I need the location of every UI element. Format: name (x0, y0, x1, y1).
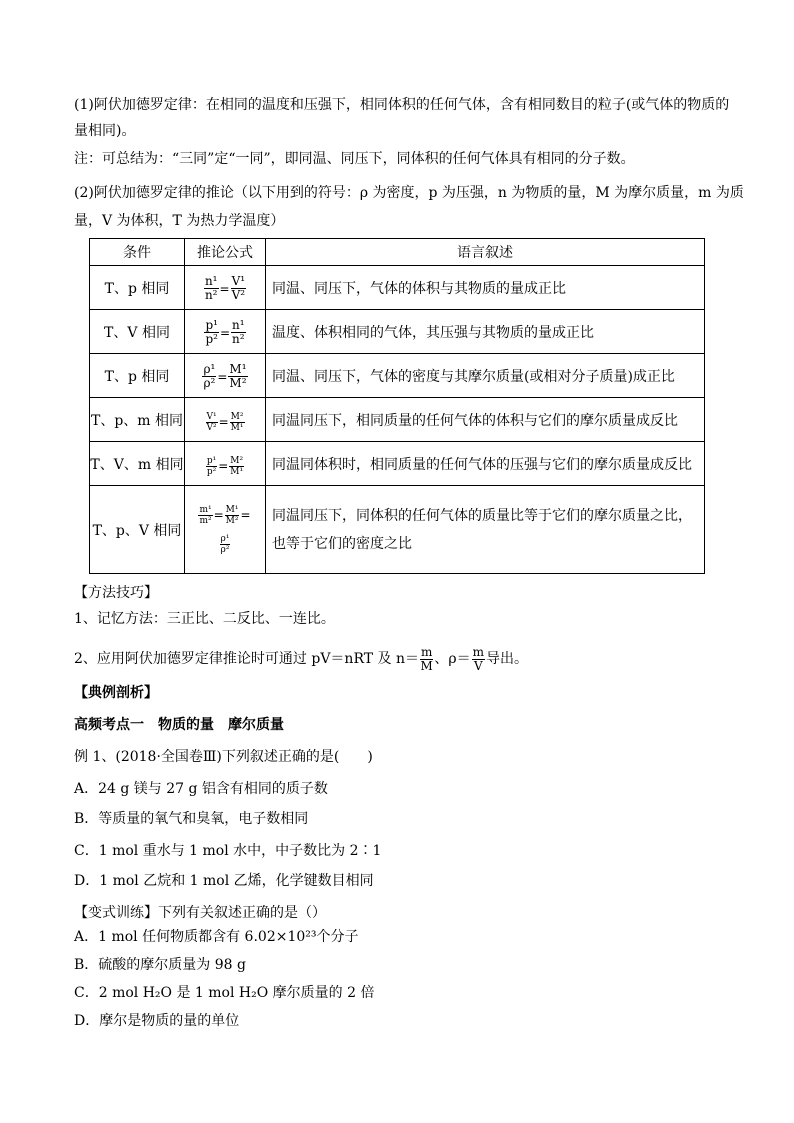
header-formula: 推论公式 (185, 239, 266, 266)
table-row (90, 442, 705, 486)
method-item-2: 2、应用阿伏加德罗定律推论时可通过 pV＝nRT 及 n＝ $\frac{m}{M}$ 、ρ＝ $\frac{m}{V}$ 导出。 (74, 644, 529, 673)
header-condition: 条件 (90, 239, 185, 266)
row-condition: T、p 相同 (90, 266, 185, 310)
row-formula: $\frac{\text{p¹}}{\text{p²}}$ = $\frac{\text{n¹}}{\text{n²}}$ (185, 310, 266, 354)
method-item-1: 1、记忆方法：三正比、二反比、一连比。 (74, 611, 335, 627)
row-description: 同温、同压下，气体的体积与其物质的量成正比 (266, 266, 705, 310)
row-condition: T、p 相同 (90, 354, 185, 398)
row-condition: T、V、m 相同 (90, 442, 185, 486)
row-description: 同温同体积时，相同质量的任何气体的压强与它们的摩尔质量成反比 (266, 442, 705, 486)
table-row (90, 266, 705, 310)
practice-option-c: C．2 mol H₂O 是 1 mol H₂O 摩尔质量的 2 倍 (74, 985, 375, 1001)
row-description: 同温、同压下，气体的密度与其摩尔质量(或相对分子质量)成正比 (266, 354, 705, 398)
intro-line-3: (2)阿伏加德罗定律的推论（以下用到的符号：ρ 为密度，p 为压强，n 为物质的量，M 为摩尔质量，m 为质 (74, 185, 744, 201)
row-formula: $\frac{\text{n¹}}{\text{n²}}$ = $\frac{\text{V¹}}{\text{V²}}$ (185, 266, 266, 310)
practice-heading: 【变式训练】下列有关叙述正确的是（） (74, 905, 326, 921)
practice-option-a: A．1 mol 任何物质都含有 6.02×10²³个分子 (74, 929, 359, 945)
row-formula: $\frac{\text{ρ¹}}{\text{ρ²}}$ = $\frac{\text{M¹}}{\text{M²}}$ (185, 354, 266, 398)
example-option-c: C．1 mol 重水与 1 mol 水中，中子数比为 2∶1 (74, 843, 382, 859)
table-row (90, 398, 705, 442)
row-formula: $\frac{\text{p¹}}{\text{p²}}$ = $\frac{\text{M²}}{\text{M¹}}$ (185, 442, 266, 486)
method-heading: 【方法技巧】 (74, 585, 158, 601)
example-heading: 【典例剖析】 (74, 685, 158, 701)
row-description: 温度、体积相同的气体，其压强与其物质的量成正比 (266, 310, 705, 354)
avogadro-inference-table (89, 238, 705, 574)
table-header-row (90, 239, 705, 266)
practice-option-b: B．硫酸的摩尔质量为 98 g (74, 957, 246, 973)
row-formula: $\frac{\text{m¹}}{\text{m²}}$ = $\frac{\text{M¹}}{\text{M²}}$ = $\frac{\text{ρ¹}}{\text{ρ²}}$ (185, 486, 266, 574)
example-option-a: A．24 g 镁与 27 g 铝含有相同的质子数 (74, 781, 328, 797)
intro-line-2: 量相同)。 (74, 123, 136, 139)
example-option-b: B．等质量的氧气和臭氧，电子数相同 (74, 811, 309, 827)
intro-note: 注：可总结为：“三同”定“一同”，即同温、同压下，同体积的任何气体具有相同的分子数。 (74, 151, 635, 167)
intro-line-1: (1)阿伏加德罗定律：在相同的温度和压强下，相同体积的任何气体，含有相同数目的粒子(或气体的物质的 (74, 97, 730, 113)
practice-option-d: D．摩尔是物质的量的单位 (74, 1013, 240, 1029)
row-condition: T、V 相同 (90, 310, 185, 354)
header-description: 语言叙述 (266, 239, 705, 266)
row-description: 同温同压下，同体积的任何气体的质量比等于它们的摩尔质量之比， 也等于它们的密度之比 (266, 486, 705, 574)
example-question: 例 1、(2018·全国卷Ⅲ)下列叙述正确的是( ) (74, 749, 373, 765)
row-condition: T、p、V 相同 (90, 486, 185, 574)
example-option-d: D．1 mol 乙烷和 1 mol 乙烯，化学键数目相同 (74, 873, 374, 889)
row-condition: T、p、m 相同 (90, 398, 185, 442)
intro-line-4: 量，V 为体积，T 为热力学温度） (74, 213, 285, 229)
table-row (90, 354, 705, 398)
table-row (90, 310, 705, 354)
row-description: 同温同压下，相同质量的任何气体的体积与它们的摩尔质量成反比 (266, 398, 705, 442)
topic-heading: 高频考点一 物质的量 摩尔质量 (74, 717, 284, 733)
row-formula: $\frac{\text{V¹}}{\text{V²}}$ = $\frac{\text{M²}}{\text{M¹}}$ (185, 398, 266, 442)
table-row (90, 486, 705, 574)
